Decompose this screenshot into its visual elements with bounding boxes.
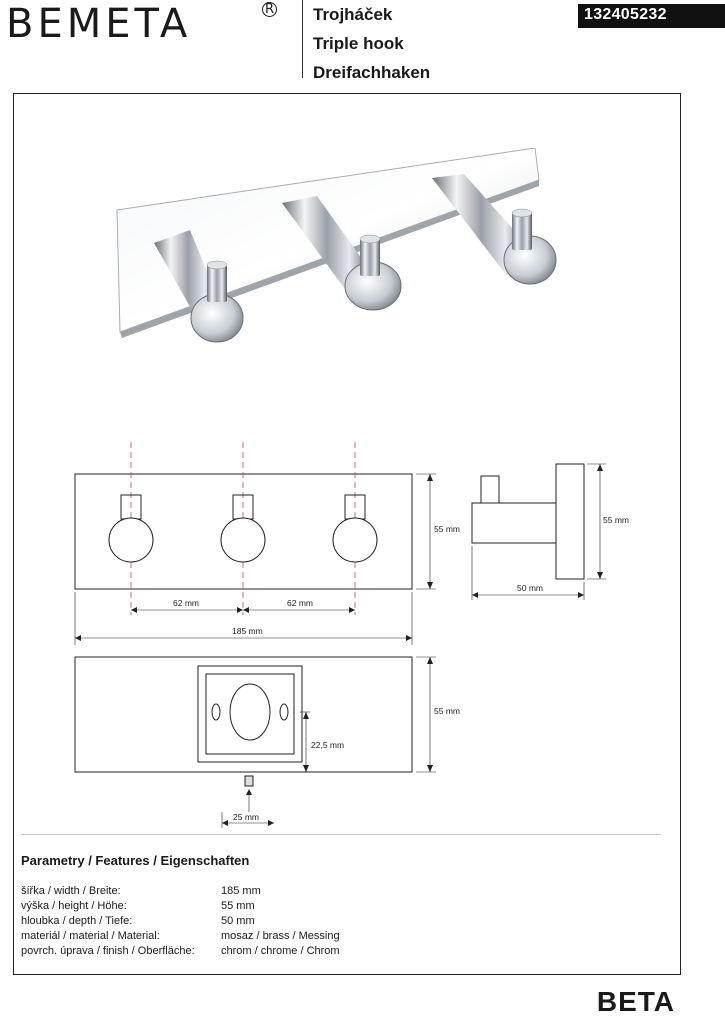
brand-logo: BEMETA: [6, 1, 192, 47]
side-height-label: 55 mm: [603, 515, 629, 525]
mount-height-label: 22,5 mm: [311, 740, 345, 750]
side-view-arm: [472, 503, 556, 543]
product-name-cs: Trojháček: [313, 5, 393, 24]
features-separator: [21, 834, 661, 835]
product-names: [313, 0, 430, 87]
feature-label: hloubka / depth / Tiefe:: [21, 915, 133, 927]
header-divider: [302, 0, 303, 78]
product-name-en: Triple hook: [313, 34, 404, 53]
series-name: BETA: [596, 986, 675, 1017]
feature-value: mosaz / brass / Messing: [221, 930, 340, 942]
feature-row-material: [21, 929, 421, 944]
depth-label: 50 mm: [517, 583, 543, 593]
feature-value: chrom / chrome / Chrom: [221, 945, 340, 957]
feature-row-depth: [21, 914, 421, 929]
features-title: Parametry / Features / Eigenschaften: [21, 853, 250, 868]
product-name-de: Dreifachhaken: [313, 63, 431, 82]
features-table: [21, 884, 421, 959]
product-photo: [102, 148, 562, 378]
screw-offset-label: 25 mm: [233, 812, 259, 822]
feature-value: 50 mm: [221, 915, 255, 927]
front-height-label: 55 mm: [434, 524, 460, 534]
feature-label: povrch. úprava / finish / Oberfläche:: [21, 945, 195, 957]
registered-mark: R: [262, 2, 277, 17]
feature-row-width: [21, 884, 421, 899]
feature-value: 55 mm: [221, 900, 255, 912]
product-code: 132405232: [578, 4, 725, 28]
width-label: 185 mm: [232, 626, 263, 636]
feature-label: materiál / material / Material:: [21, 930, 160, 942]
feature-label: výška / height / Höhe:: [21, 900, 127, 912]
spacing-left-label: 62 mm: [173, 598, 199, 608]
back-height-label: 55 mm: [434, 706, 460, 716]
feature-row-finish: [21, 944, 421, 959]
technical-drawing: [0, 440, 725, 840]
side-view-tip: [481, 476, 499, 503]
feature-value: 185 mm: [221, 885, 261, 897]
feature-label: šířka / width / Breite:: [21, 885, 121, 897]
side-view-plate: [556, 464, 584, 579]
mounting-bracket: [198, 666, 302, 762]
set-screw: [245, 776, 253, 786]
spacing-right-label: 62 mm: [287, 598, 313, 608]
feature-row-height: [21, 899, 421, 914]
